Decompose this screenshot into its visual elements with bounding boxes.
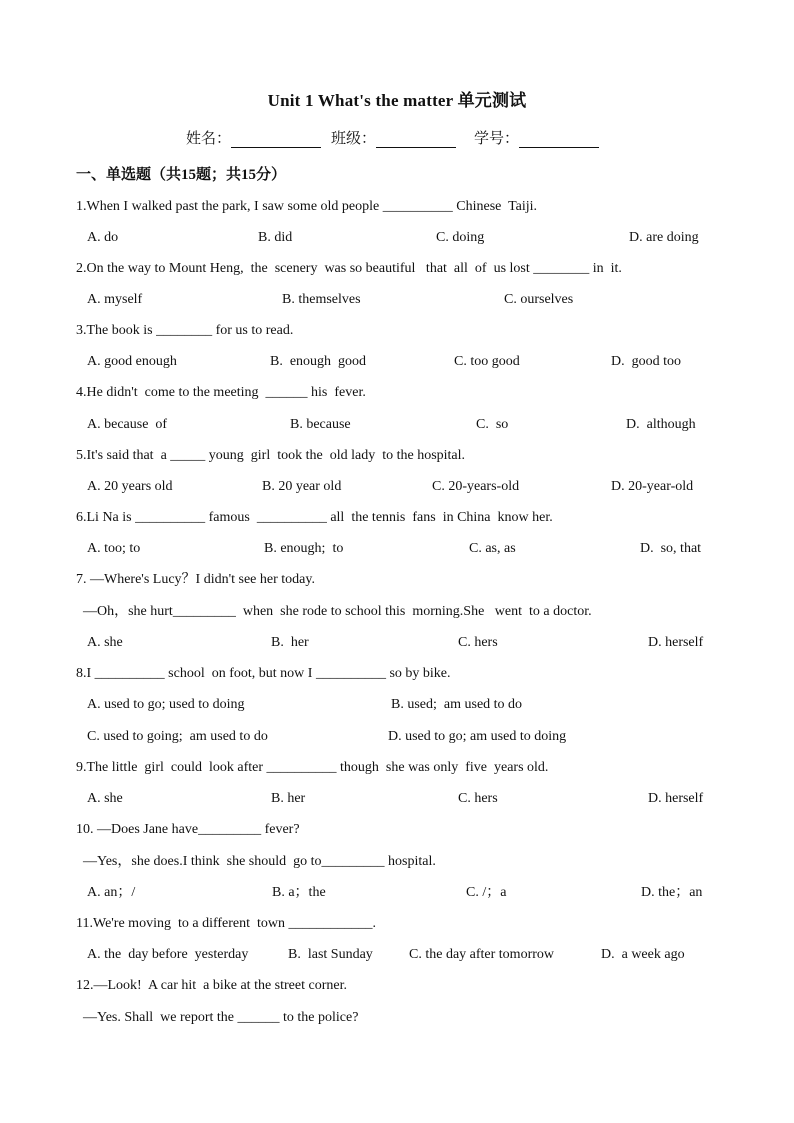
- question-text-segment: 5.It's said that a: [76, 448, 171, 463]
- question-7-option-d[interactable]: D. herself: [648, 635, 704, 650]
- question-7-option-a[interactable]: A. she: [87, 635, 123, 650]
- question-6-option-c[interactable]: C. as, as: [469, 541, 516, 556]
- question-text-segment: fever?: [261, 822, 300, 837]
- question-11-option-d[interactable]: D. a week ago: [601, 947, 685, 962]
- question-10-option-a[interactable]: A. an；/: [87, 885, 136, 900]
- question-9-option-d[interactable]: D. herself: [648, 791, 704, 806]
- question-3-text: [76, 322, 293, 340]
- question-11-option-c[interactable]: C. the day after tomorrow: [409, 947, 555, 962]
- answer-blank[interactable]: _________: [321, 854, 385, 869]
- question-11-option-a[interactable]: A. the day before yesterday: [87, 947, 249, 962]
- number-field[interactable]: [474, 127, 599, 148]
- question-11-text: [76, 915, 376, 933]
- question-5-option-c[interactable]: C. 20-years-old: [432, 479, 520, 494]
- question-8-option-a[interactable]: A. used to go; used to doing: [87, 697, 245, 712]
- question-2-option-a[interactable]: A. myself: [87, 292, 143, 307]
- answer-blank[interactable]: ________: [533, 261, 590, 276]
- question-text-segment: in it.: [589, 261, 622, 276]
- question-text-segment: 6.Li Na is: [76, 510, 136, 525]
- question-7-text: [76, 571, 315, 589]
- question-1-option-b[interactable]: B. did: [258, 230, 293, 245]
- question-8-text: [76, 665, 451, 683]
- question-text-segment: —Oh，she hurt: [76, 604, 173, 619]
- question-9-option-a[interactable]: A. she: [87, 791, 123, 806]
- answer-blank[interactable]: __________: [94, 666, 165, 681]
- question-text-segment: hospital.: [384, 854, 436, 869]
- question-6-option-b[interactable]: B. enough; to: [264, 541, 344, 556]
- question-9-option-c[interactable]: C. hers: [458, 791, 498, 806]
- question-3-option-c[interactable]: C. too good: [454, 354, 520, 369]
- name-field[interactable]: [186, 127, 321, 148]
- question-3-option-a[interactable]: A. good enough: [87, 354, 177, 369]
- name-blank[interactable]: [231, 131, 321, 148]
- answer-blank[interactable]: __________: [382, 199, 453, 214]
- question-text-segment: 10. —Does Jane have: [76, 822, 199, 837]
- question-5-option-a[interactable]: A. 20 years old: [87, 479, 173, 494]
- question-text-segment: 4.He didn't come to the meeting: [76, 385, 266, 400]
- question-text-segment: 3.The book is: [76, 323, 157, 338]
- answer-blank[interactable]: _________: [198, 822, 262, 837]
- question-5-text: [76, 447, 465, 465]
- question-text-segment: to the police?: [279, 1010, 359, 1025]
- question-10-text: [76, 853, 436, 871]
- question-1-option-d[interactable]: D. are doing: [629, 230, 699, 245]
- question-text-segment: 11.We're moving to a different town: [76, 916, 289, 931]
- question-7-text: [76, 603, 592, 621]
- section-title: 一、单选题（共15题；共15分）: [76, 167, 287, 183]
- question-text-segment: young girl took the old lady to the hospital.: [205, 448, 466, 463]
- page-title: Unit 1 What's the matter 单元测试: [267, 91, 527, 110]
- question-5-option-b[interactable]: B. 20 year old: [262, 479, 342, 494]
- number-label: 学号：: [474, 131, 520, 147]
- question-8-option-d[interactable]: D. used to go; am used to doing: [388, 729, 567, 744]
- question-9-text: [76, 759, 548, 777]
- question-text-segment: —Yes. Shall we report the: [76, 1010, 238, 1025]
- question-text-segment: .: [372, 916, 377, 931]
- question-text-segment: 7. —Where's Lucy？I didn't see her today.: [76, 572, 315, 587]
- question-3-option-b[interactable]: B. enough good: [270, 354, 367, 369]
- question-text-segment: so by bike.: [385, 666, 451, 681]
- question-7-option-c[interactable]: C. hers: [458, 635, 498, 650]
- question-4-option-c[interactable]: C. so: [476, 417, 509, 432]
- question-4-text: [76, 384, 366, 402]
- answer-blank[interactable]: _____: [170, 448, 206, 463]
- number-blank[interactable]: [519, 131, 599, 148]
- question-4-option-b[interactable]: B. because: [290, 417, 351, 432]
- answer-blank[interactable]: ________: [156, 323, 213, 338]
- question-1-text: [76, 198, 537, 216]
- question-text-segment: though she was only five years old.: [336, 760, 549, 775]
- name-label: 姓名：: [186, 131, 232, 147]
- question-10-option-b[interactable]: B. a；the: [272, 885, 326, 900]
- answer-blank[interactable]: __________: [256, 510, 327, 525]
- question-2-option-c[interactable]: C. ourselves: [504, 292, 574, 307]
- question-2-option-b[interactable]: B. themselves: [282, 292, 361, 307]
- answer-blank[interactable]: __________: [135, 510, 206, 525]
- question-8-option-b[interactable]: B. used; am used to do: [391, 697, 523, 712]
- answer-blank[interactable]: ______: [237, 1010, 280, 1025]
- question-text-segment: 8.I: [76, 666, 95, 681]
- answer-blank[interactable]: ______: [265, 385, 308, 400]
- question-text-segment: when she rode to school this morning.She went to a doctor.: [235, 604, 592, 619]
- question-4-option-a[interactable]: A. because of: [87, 417, 168, 432]
- question-8-option-c[interactable]: C. used to going; am used to do: [87, 729, 268, 744]
- class-field[interactable]: [331, 127, 456, 148]
- answer-blank[interactable]: _________: [172, 604, 236, 619]
- question-10-option-d[interactable]: D. the；an: [641, 885, 703, 900]
- question-4-option-d[interactable]: D. although: [626, 417, 696, 432]
- question-text-segment: 2.On the way to Mount Heng, the scenery was so beautiful that all of us lost: [76, 261, 534, 276]
- question-1-option-a[interactable]: A. do: [87, 230, 119, 245]
- question-10-text: [76, 821, 300, 839]
- question-11-option-b[interactable]: B. last Sunday: [288, 947, 373, 962]
- question-6-text: [76, 509, 553, 527]
- question-3-option-d[interactable]: D. good too: [611, 354, 681, 369]
- question-text-segment: 1.When I walked past the park, I saw some old people: [76, 199, 383, 214]
- class-label: 班级：: [331, 131, 377, 147]
- answer-blank[interactable]: ____________: [288, 916, 373, 931]
- answer-blank[interactable]: __________: [315, 666, 386, 681]
- question-12-text: [76, 977, 347, 995]
- question-text-segment: Chinese Taiji.: [452, 199, 538, 214]
- question-5-option-d[interactable]: D. 20-year-old: [611, 479, 694, 494]
- answer-blank[interactable]: __________: [266, 760, 337, 775]
- question-1-option-c[interactable]: C. doing: [436, 230, 485, 245]
- question-text-segment: 12.—Look! A car hit a bike at the street corner.: [76, 978, 347, 993]
- question-text-segment: for us to read.: [212, 323, 294, 338]
- question-text-segment: his fever.: [307, 385, 366, 400]
- question-10-option-c[interactable]: C. /；a: [466, 885, 507, 900]
- question-6-option-a[interactable]: A. too; to: [87, 541, 141, 556]
- question-text-segment: 9.The little girl could look after: [76, 760, 267, 775]
- question-9-option-b[interactable]: B. her: [271, 791, 306, 806]
- question-text-segment: —Yes，she does.I think she should go to: [76, 854, 322, 869]
- question-12-text: [76, 1009, 358, 1027]
- question-6-option-d[interactable]: D. so, that: [640, 541, 702, 556]
- question-7-option-b[interactable]: B. her: [271, 635, 309, 650]
- class-blank[interactable]: [376, 131, 456, 148]
- question-text-segment: school on foot, but now I: [164, 666, 316, 681]
- question-2-text: [76, 260, 622, 278]
- question-text-segment: all the tennis fans in China know her.: [326, 510, 553, 525]
- question-text-segment: famous: [205, 510, 257, 525]
